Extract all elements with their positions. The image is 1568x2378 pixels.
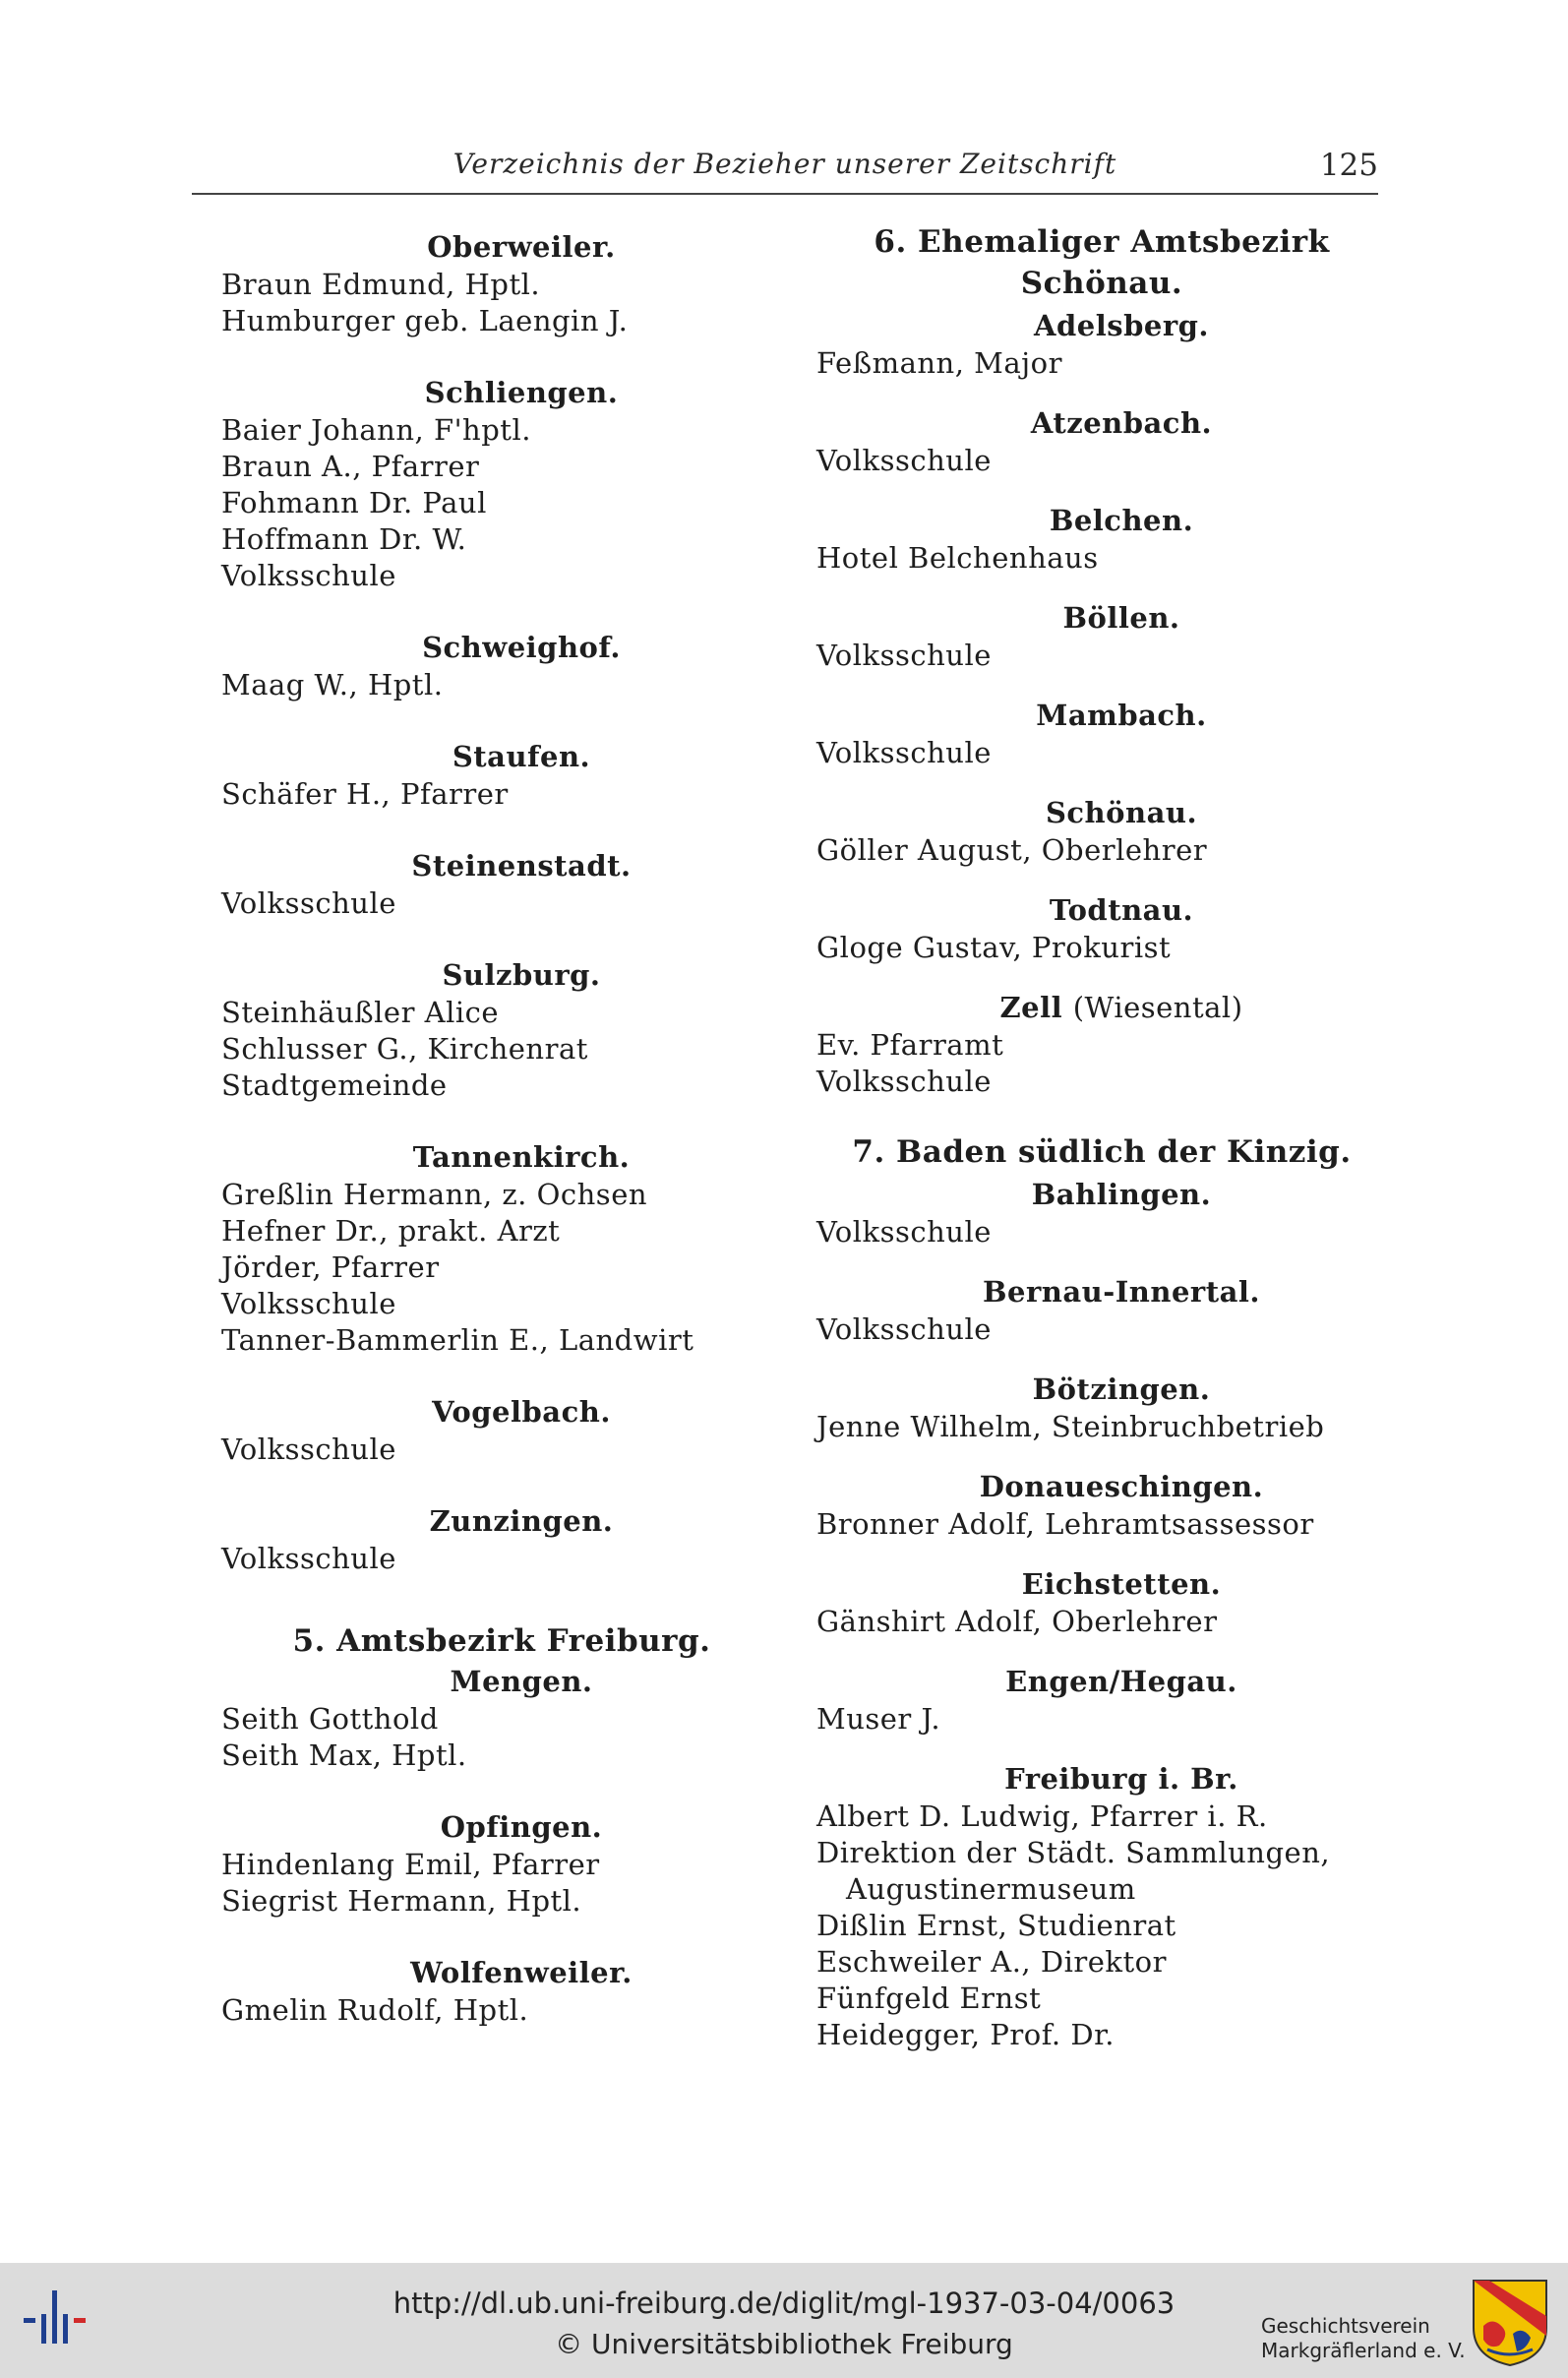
subscriber-entry: Seith Gotthold	[221, 1702, 439, 1736]
place-section	[816, 1467, 1387, 1543]
subscriber-entry: Jenne Wilhelm, Steinbruchbetrieb	[816, 1410, 1325, 1443]
place-section	[221, 373, 782, 594]
place-section	[221, 737, 782, 813]
place-heading	[816, 1564, 1387, 1604]
subscriber-entry: Volksschule	[221, 1542, 396, 1575]
place-name: Oberweiler.	[427, 230, 616, 264]
place-name: Zell	[999, 991, 1063, 1024]
subscriber-entry: Tanner-Bammerlin E., Landwirt	[221, 1323, 694, 1357]
subscriber-entry: Jörder, Pfarrer	[221, 1250, 440, 1284]
place-heading	[221, 373, 782, 412]
place-heading	[816, 306, 1387, 345]
place-heading	[221, 846, 782, 885]
subscriber-entry: Schlusser G., Kirchenrat	[221, 1032, 588, 1066]
subscriber-entry: Muser J.	[816, 1702, 941, 1736]
place-section	[221, 1953, 782, 2029]
place-name: Sulzburg.	[442, 958, 601, 992]
place-heading	[816, 1370, 1387, 1409]
place-name: Böllen.	[1062, 601, 1180, 635]
society-line-1: Geschichtsverein	[1261, 2314, 1430, 2338]
place-section	[221, 1662, 782, 1774]
place-heading	[816, 1662, 1387, 1701]
place-heading	[816, 1467, 1387, 1506]
subscriber-entry: Hotel Belchenhaus	[816, 541, 1099, 575]
subscriber-entry: Göller August, Oberlehrer	[816, 833, 1208, 867]
place-heading	[221, 737, 782, 776]
subscriber-entry: Volksschule	[221, 559, 396, 592]
place-name: Bötzingen.	[1032, 1372, 1211, 1406]
place-section	[221, 1137, 782, 1359]
society-line-2: Markgräflerland e. V.	[1261, 2339, 1466, 2362]
place-heading	[816, 403, 1387, 443]
place-heading	[816, 501, 1387, 540]
subscriber-entry: Schäfer H., Pfarrer	[221, 777, 509, 811]
place-name: Vogelbach.	[432, 1395, 611, 1429]
subscriber-entry: Albert D. Ludwig, Pfarrer i. R.	[816, 1799, 1268, 1833]
place-section	[816, 890, 1387, 966]
place-heading	[816, 988, 1387, 1027]
subscriber-entry: Eschweiler A., Direktor	[816, 1945, 1167, 1979]
subscriber-entry: Bronner Adolf, Lehramtsassessor	[816, 1507, 1314, 1541]
subscriber-entry: Braun A., Pfarrer	[221, 450, 480, 483]
subscriber-entry: Siegrist Hermann, Hptl.	[221, 1884, 582, 1918]
subscriber-entry: Volksschule	[816, 1065, 992, 1098]
place-name: Schönau.	[1045, 796, 1198, 829]
subscriber-entry: Augustinermuseum	[846, 1872, 1136, 1906]
subscriber-entry: Humburger geb. Laengin J.	[221, 304, 629, 337]
subscriber-entry: Hefner Dr., prakt. Arzt	[221, 1214, 561, 1248]
place-heading	[221, 955, 782, 995]
place-section	[816, 306, 1387, 382]
place-name: Opfingen.	[440, 1810, 603, 1844]
running-title: Verzeichnis der Bezieher unserer Zeitschrift	[452, 148, 1117, 180]
subscriber-entry: Fünfgeld Ernst	[816, 1982, 1042, 2015]
subscriber-entry: Fohmann Dr. Paul	[221, 486, 487, 519]
place-heading	[221, 1501, 782, 1541]
subscriber-entry: Seith Max, Hptl.	[221, 1738, 467, 1772]
place-name: Mambach.	[1036, 699, 1207, 732]
place-name: Tannenkirch.	[412, 1140, 631, 1174]
society-name	[1261, 2314, 1466, 2363]
district-heading: 6. Ehemaliger Amtsbezirk Schönau.	[874, 224, 1330, 301]
subscriber-entry: Volksschule	[816, 444, 992, 477]
place-section	[816, 1662, 1387, 1738]
place-section	[221, 846, 782, 922]
subscriber-entry: Volksschule	[221, 886, 396, 920]
subscriber-entry: Gloge Gustav, Prokurist	[816, 931, 1172, 964]
right-column	[816, 221, 1387, 2053]
place-heading	[221, 628, 782, 667]
coat-of-arms-icon	[1470, 2277, 1550, 2367]
place-heading	[221, 1662, 782, 1701]
running-head	[192, 148, 1378, 197]
place-name: Belchen.	[1049, 504, 1194, 537]
place-section	[816, 403, 1387, 479]
subscriber-entry: Greßlin Hermann, z. Ochsen	[221, 1178, 648, 1211]
document-url[interactable]: http://dl.ub.uni-freiburg.de/diglit/mgl-1937-03-04/0063	[392, 2287, 1176, 2320]
place-name: Steinenstadt.	[411, 849, 632, 883]
place-heading	[816, 598, 1387, 638]
subscriber-entry: Stadtgemeinde	[221, 1068, 448, 1102]
place-heading	[221, 1392, 782, 1432]
place-name: Wolfenweiler.	[410, 1956, 633, 1989]
place-section	[221, 1807, 782, 1920]
subscriber-entry: Volksschule	[816, 639, 992, 672]
subscriber-entry: Volksschule	[221, 1433, 396, 1466]
district-heading: 7. Baden südlich der Kinzig.	[852, 1134, 1352, 1170]
place-name: Donaueschingen.	[979, 1470, 1264, 1503]
place-section	[221, 955, 782, 1104]
place-name: Freiburg i. Br.	[1004, 1762, 1238, 1796]
subscriber-entry: Gänshirt Adolf, Oberlehrer	[816, 1605, 1218, 1638]
place-section	[816, 1759, 1387, 2053]
place-heading	[221, 1953, 782, 1992]
subscriber-entry: Hoffmann Dr. W.	[221, 522, 467, 556]
place-heading	[221, 1807, 782, 1847]
subscriber-entry: Volksschule	[816, 1215, 992, 1249]
place-name: Adelsberg.	[1034, 309, 1209, 342]
place-section	[221, 227, 782, 339]
place-section	[221, 628, 782, 703]
place-name: Atzenbach.	[1030, 406, 1213, 440]
place-name: Schweighof.	[422, 631, 621, 664]
copyright-notice: © Universitätsbibliothek Freiburg	[555, 2328, 1013, 2360]
subscriber-entry: Volksschule	[816, 736, 992, 769]
place-heading	[816, 696, 1387, 735]
place-heading	[816, 793, 1387, 832]
place-heading	[221, 227, 782, 267]
place-section	[816, 1175, 1387, 1250]
place-name: Engen/Hegau.	[1005, 1665, 1237, 1698]
place-section	[816, 501, 1387, 577]
place-suffix: (Wiesental)	[1072, 991, 1243, 1024]
subscriber-entry: Steinhäußler Alice	[221, 996, 500, 1029]
left-column	[221, 221, 782, 2029]
place-heading	[816, 1759, 1387, 1799]
place-section	[816, 598, 1387, 674]
page-number: 125	[1319, 148, 1378, 183]
subscriber-entry: Dißlin Ernst, Studienrat	[816, 1909, 1176, 1942]
place-heading	[816, 1175, 1387, 1214]
place-heading	[816, 1272, 1387, 1311]
subscriber-entry: Maag W., Hptl.	[221, 668, 444, 701]
place-section	[816, 1370, 1387, 1445]
header-rule	[192, 193, 1378, 195]
subscriber-entry: Gmelin Rudolf, Hptl.	[221, 1993, 529, 2027]
subscriber-entry: Hindenlang Emil, Pfarrer	[221, 1848, 600, 1881]
subscriber-entry: Heidegger, Prof. Dr.	[816, 2018, 1115, 2051]
subscriber-entry: Ev. Pfarramt	[816, 1028, 1004, 1062]
subscriber-entry: Baier Johann, F'hptl.	[221, 413, 531, 447]
place-section	[816, 1272, 1387, 1348]
place-heading	[816, 890, 1387, 930]
place-name: Zunzingen.	[429, 1504, 614, 1538]
subscriber-entry: Direktion der Städt. Sammlungen,	[816, 1836, 1331, 1869]
place-name: Mengen.	[450, 1665, 593, 1698]
subscriber-entry: Feßmann, Major	[816, 346, 1062, 380]
subscriber-entry: Volksschule	[816, 1312, 992, 1346]
place-name: Eichstetten.	[1021, 1567, 1222, 1601]
viewer-footer	[0, 2263, 1568, 2378]
place-name: Todtnau.	[1049, 893, 1194, 927]
place-section	[816, 1564, 1387, 1640]
place-section	[221, 1501, 782, 1577]
place-section	[816, 988, 1387, 1100]
place-section	[221, 1392, 782, 1468]
place-name: Bahlingen.	[1031, 1178, 1212, 1211]
place-section	[816, 793, 1387, 869]
place-name: Staufen.	[452, 740, 591, 773]
place-name: Bernau-Innertal.	[983, 1275, 1260, 1309]
place-heading	[221, 1137, 782, 1177]
subscriber-entry: Braun Edmund, Hptl.	[221, 268, 541, 301]
subscriber-entry: Volksschule	[221, 1287, 396, 1320]
place-name: Schliengen.	[424, 376, 619, 409]
district-heading: 5. Amtsbezirk Freiburg.	[292, 1623, 711, 1659]
place-section	[816, 696, 1387, 771]
